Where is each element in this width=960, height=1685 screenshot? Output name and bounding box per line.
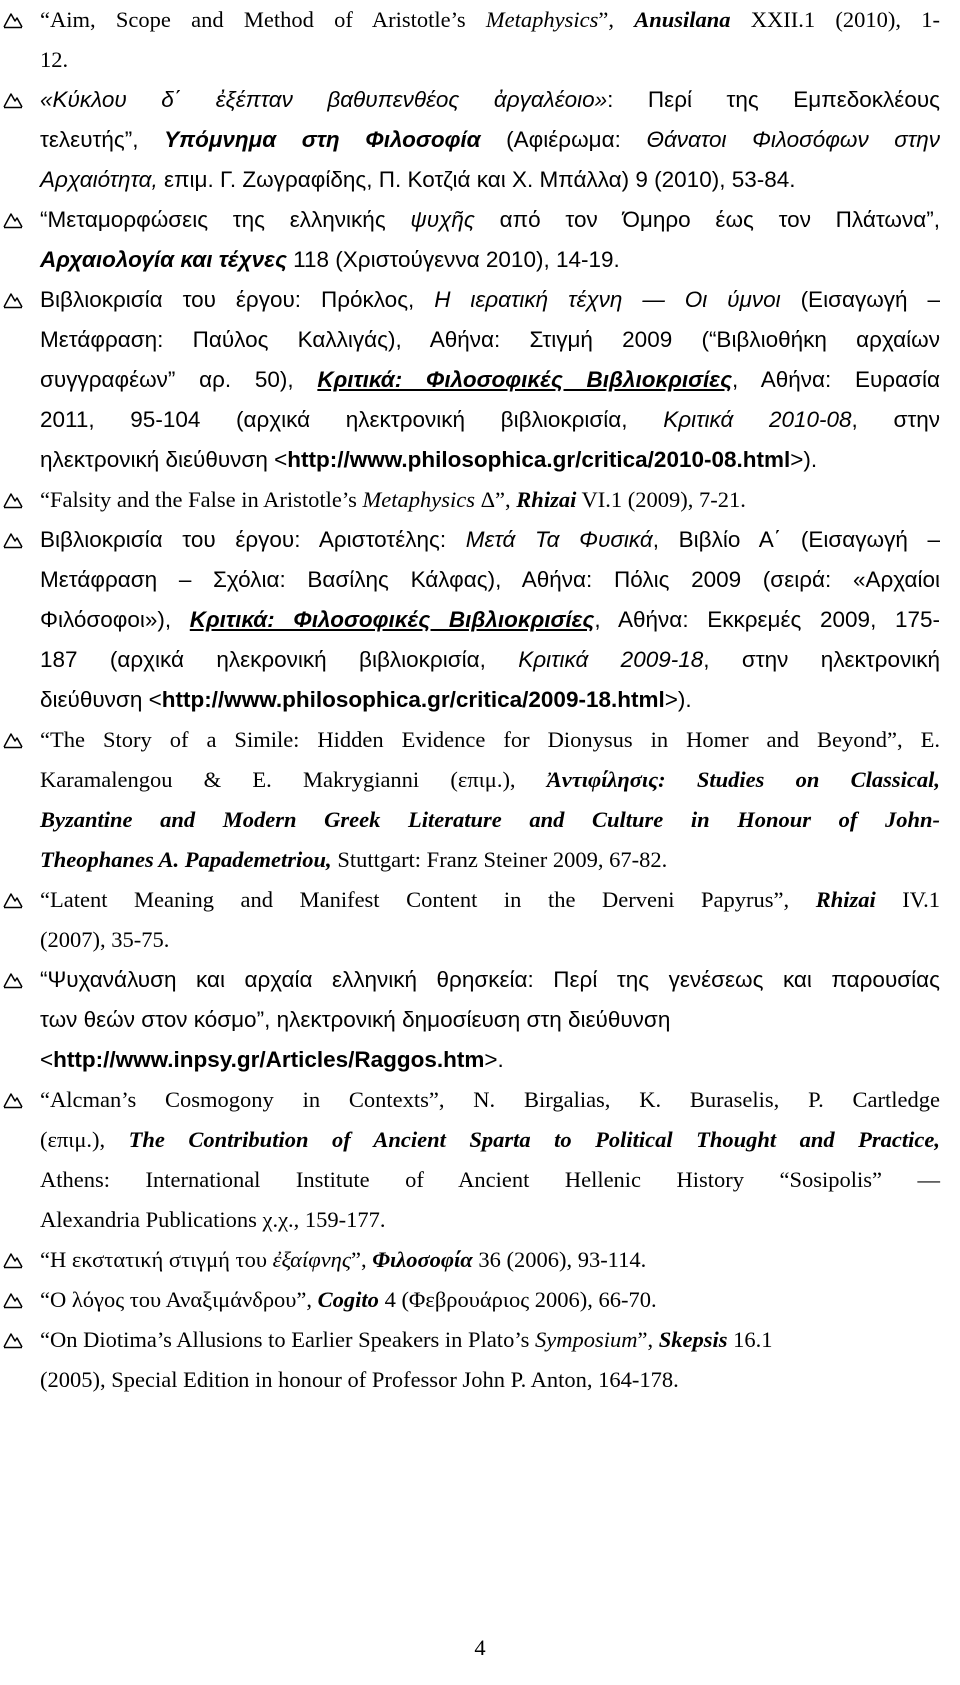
text-run: 36 (2006), 93-114. <box>472 1247 647 1272</box>
text-run: επιμ. Γ. Ζωγραφίδης, Π. Κοτζιά και Χ. Μπάλλα) 9 (2010), 53-84. <box>157 167 796 192</box>
entry-line <box>40 320 940 360</box>
page-number: 4 <box>474 1635 486 1660</box>
text-run: συγγραφέων” αρ. 50), <box>40 367 318 392</box>
text-run: 187 (αρχικά ηλεκρονική βιβλιοκρισία, <box>40 647 519 672</box>
text-run: των θεών στον κόσμο”, ηλεκτρονική δημοσίευση στη διεύθυνση <box>40 1007 671 1032</box>
mountain-bullet-icon <box>2 280 24 320</box>
text-run: VI.1 (2009), 7-21. <box>576 487 746 512</box>
emphasized-title: Θάνατοι Φιλοσόφων στην <box>646 127 940 152</box>
text-run: Φιλόσοφοι»), <box>40 607 190 632</box>
entry-line <box>40 920 940 960</box>
entry-line <box>40 1000 940 1040</box>
emphasized-title: Ἀντιφίλησις <box>546 767 659 792</box>
text-run: τελευτής”, <box>40 127 165 152</box>
mountain-bullet-icon <box>2 720 24 760</box>
entry-line <box>40 880 940 920</box>
mountain-bullet-icon <box>2 1240 24 1280</box>
emphasized-title: Skepsis <box>658 1327 728 1352</box>
text-run: Athens: International Institute of Ancient Hellenic History “Sosipolis” — <box>40 1167 940 1192</box>
bibliography-entry <box>40 200 940 280</box>
bibliography-entry <box>40 960 940 1080</box>
text-run: IV.1 <box>875 887 941 912</box>
mountain-bullet-icon <box>2 200 24 240</box>
text-run: Stuttgart: Franz Steiner 2009, 67-82. <box>331 847 668 872</box>
entry-line <box>40 840 940 880</box>
text-run: , Βιβλίο Α΄ (Εισαγωγή – <box>652 527 941 552</box>
url-text: http://www.philosophica.gr/critica/2009-18.html <box>161 687 665 712</box>
emphasized-title: Αρχαιότητα, <box>40 167 158 192</box>
mountain-bullet-icon <box>2 520 24 560</box>
mountain-bullet-icon <box>2 80 24 120</box>
bibliography-entry <box>40 280 940 480</box>
emphasized-title: Metaphysics <box>485 7 599 32</box>
text-run: από τον Όμηρο έως τον Πλάτωνα”, <box>474 207 940 232</box>
entry-line <box>40 80 940 120</box>
entry-line <box>40 360 940 400</box>
entry-line <box>40 1040 940 1080</box>
emphasized-title: Cogito <box>317 1287 379 1312</box>
text-run: >). <box>790 447 818 472</box>
entry-line <box>40 200 940 240</box>
emphasized-title: ἐξαίφνης <box>272 1247 351 1272</box>
entry-line <box>40 120 940 160</box>
mountain-bullet-icon <box>2 880 24 920</box>
text-run: “Η εκστατική στιγμή του <box>40 1247 273 1272</box>
bibliography-entry <box>40 880 940 960</box>
text-run: , στην ηλεκτρονική <box>703 647 940 672</box>
entry-line <box>40 1080 940 1120</box>
text-run: (Αφιέρωμα: <box>480 127 647 152</box>
entry-line <box>40 600 940 640</box>
emphasized-title: Κριτικά: Φιλοσοφικές Βιβλιοκρισίες <box>189 607 595 632</box>
bibliography-entry <box>40 480 940 520</box>
bibliography-entry <box>40 1320 940 1400</box>
text-run: , Αθήνα: Ευρασία <box>732 367 940 392</box>
text-run: ”, <box>598 7 635 32</box>
text-run: “Falsity and the False in Aristotle’s <box>40 487 363 512</box>
text-run: (επιμ.), <box>40 1127 129 1152</box>
text-run: : Περί της Εμπεδοκλέους <box>607 87 940 112</box>
text-run: ”, <box>637 1327 659 1352</box>
text-run: XXII.1 (2010), 1- <box>730 7 940 32</box>
emphasized-title: ψυχῆς <box>410 207 475 232</box>
bibliography-entry <box>40 520 940 720</box>
text-run: Μετάφραση: Παύλος Καλλιγάς), Αθήνα: Στιγμή 2009 (“Βιβλιοθήκη αρχαίων <box>40 327 940 352</box>
emphasized-title: Byzantine and Modern Greek Literature and Culture in Honour of John- <box>40 807 940 832</box>
emphasized-title: Κριτικά 2010-08 <box>663 407 852 432</box>
emphasized-title: Κριτικά 2009-18 <box>518 647 704 672</box>
text-run: < <box>40 1047 54 1072</box>
entry-line <box>40 800 940 840</box>
entry-line <box>40 560 940 600</box>
entry-line <box>40 720 940 760</box>
text-run: “Latent Meaning and Manifest Content in the Derveni Papyrus”, <box>40 887 816 912</box>
emphasized-title: Υπόμνημα στη Φιλοσοφία <box>164 127 481 152</box>
entry-line <box>40 1320 940 1360</box>
text-run: ”, <box>350 1247 373 1272</box>
bibliography-entry <box>40 1240 940 1280</box>
text-run: “Alcman’s Cosmogony in Contexts”, N. Birgalias, K. Buraselis, P. Cartledge <box>40 1087 940 1112</box>
text-run: 16.1 <box>727 1327 773 1352</box>
entry-line <box>40 280 940 320</box>
text-run: “Aim, Scope and Method of Aristotle’s <box>40 7 486 32</box>
text-run: Μετάφραση – Σχόλια: Βασίλης Κάλφας), Αθήνα: Πόλις 2009 (σειρά: «Αρχαίοι <box>40 567 940 592</box>
text-run: “The Story of a Simile: Hidden Evidence for Dionysus in Homer and Beyond”, E. <box>40 727 940 752</box>
text-run: >). <box>664 687 692 712</box>
entry-line <box>40 480 940 520</box>
text-run: “Ο λόγος του Αναξιμάνδρου”, <box>40 1287 318 1312</box>
emphasized-title: The Contribution of Ancient Sparta to Political Thought and Practice, <box>128 1127 940 1152</box>
mountain-bullet-icon <box>2 960 24 1000</box>
bibliography-entry <box>40 720 940 880</box>
entry-line <box>40 1360 940 1400</box>
url-text: http://www.philosophica.gr/critica/2010-08.html <box>287 447 791 472</box>
bibliography-entry <box>40 80 940 200</box>
text-run: (2007), 35-75. <box>40 927 170 952</box>
emphasized-title: Κριτικά: Φιλοσοφικές Βιβλιοκρισίες <box>317 367 733 392</box>
entry-line <box>40 160 940 200</box>
emphasized-title: Anusilana <box>634 7 731 32</box>
entry-line <box>40 680 940 720</box>
emphasized-title: Μετά Τα Φυσικά <box>465 527 653 552</box>
bibliography-entry <box>40 1080 940 1240</box>
emphasized-title: : Studies on Classical, <box>658 767 940 792</box>
entry-line <box>40 240 940 280</box>
entry-line <box>40 520 940 560</box>
text-run: Alexandria Publications χ.χ., 159-177. <box>40 1207 386 1232</box>
entry-line <box>40 1240 940 1280</box>
entry-line <box>40 1120 940 1160</box>
text-run: 12. <box>40 47 69 72</box>
emphasized-title: Metaphysics <box>362 487 475 512</box>
entry-line <box>40 440 940 480</box>
text-run: διεύθυνση < <box>40 687 162 712</box>
text-run: (2005), Special Edition in honour of Professor John P. Anton, 164-178. <box>40 1367 679 1392</box>
text-run: 2011, 95-104 (αρχικά ηλεκτρονική βιβλιοκρισία, <box>40 407 664 432</box>
mountain-bullet-icon <box>2 1080 24 1120</box>
emphasized-title: Αρχαιολογία και τέχνες <box>40 247 287 272</box>
text-run: >. <box>484 1047 504 1072</box>
entry-line <box>40 400 940 440</box>
emphasized-title: Rhizai <box>516 487 577 512</box>
text-run: , Αθήνα: Εκκρεμές 2009, 175- <box>594 607 940 632</box>
text-run: Βιβλιοκρισία του έργου: Πρόκλος, <box>40 287 435 312</box>
entry-line <box>40 1160 940 1200</box>
text-run: ηλεκτρονική διεύθυνση < <box>40 447 288 472</box>
text-run: (Εισαγωγή – <box>780 287 940 312</box>
url-text: http://www.inpsy.gr/Articles/Raggos.htm <box>53 1047 485 1072</box>
entry-line <box>40 1280 940 1320</box>
entry-line <box>40 1200 940 1240</box>
mountain-bullet-icon <box>2 0 24 40</box>
text-run: “On Diotima’s Allusions to Earlier Speakers in Plato’s <box>40 1327 535 1352</box>
emphasized-title: Theophanes A. Papademetriou, <box>40 847 332 872</box>
mountain-bullet-icon <box>2 1320 24 1360</box>
text-run: , στην <box>851 407 940 432</box>
text-run: Karamalengou & E. Makrygianni (επιμ.), <box>40 767 547 792</box>
entry-line <box>40 40 940 80</box>
text-run: 118 (Χριστούγεννα 2010), 14-19. <box>286 247 620 272</box>
entry-line <box>40 960 940 1000</box>
emphasized-title: Φιλοσοφία <box>372 1247 473 1272</box>
text-run: Δ”, <box>474 487 517 512</box>
bibliography-entry <box>40 1280 940 1320</box>
emphasized-title: Symposium <box>534 1327 638 1352</box>
emphasized-title: «Κύκλου δ΄ ἐξέπταν βαθυπενθέος ἀργαλέοιο» <box>40 87 608 112</box>
text-run: “Μεταμορφώσεις της ελληνικής <box>40 207 411 232</box>
bibliography-entry <box>40 0 940 80</box>
text-run: Βιβλιοκρισία του έργου: Αριστοτέλης: <box>40 527 466 552</box>
entry-line <box>40 760 940 800</box>
text-run: 4 (Φεβρουάριος 2006), 66-70. <box>378 1287 657 1312</box>
emphasized-title: Rhizai <box>815 887 876 912</box>
text-run: “Ψυχανάλυση και αρχαία ελληνική θρησκεία: Περί της γενέσεως και παρουσίας <box>40 967 940 992</box>
mountain-bullet-icon <box>2 480 24 520</box>
entry-line <box>40 640 940 680</box>
emphasized-title: Η ιερατική τέχνη — Οι ύμνοι <box>434 287 781 312</box>
entry-line <box>40 0 940 40</box>
mountain-bullet-icon <box>2 1280 24 1320</box>
